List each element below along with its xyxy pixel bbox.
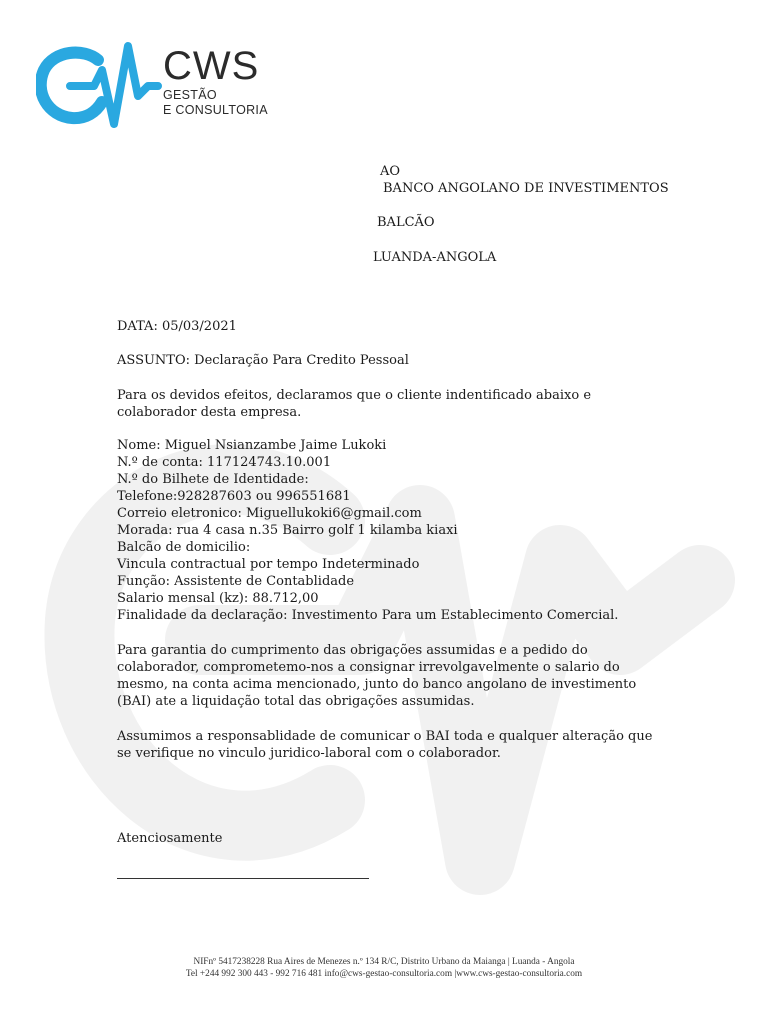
paragraph-line: (BAI) ate a liquidação total das obrigações assumidas. bbox=[117, 694, 475, 709]
intro-paragraph bbox=[117, 387, 591, 421]
letter-subject: ASSUNTO: Declaração Para Credito Pessoal bbox=[117, 353, 409, 368]
declaration-purpose: Finalidade da declaração: Investimento Para um Establecimento Comercial. bbox=[117, 608, 619, 623]
company-brand bbox=[163, 44, 268, 118]
address: Morada: rua 4 casa n.35 Bairro golf 1 kilamba kiaxi bbox=[117, 523, 458, 538]
paragraph-line: se verifique no vinculo juridico-laboral com o colaborador. bbox=[117, 746, 501, 761]
footer-line-1: NIFnº 5417238228 Rua Aires de Menezes n.º 134 R/C, Distrito Urbano da Maianga | Luanda - Angola bbox=[193, 957, 575, 967]
address-line-4: LUANDA-ANGOLA bbox=[373, 250, 497, 265]
intro-line: Para os devidos efeitos, declaramos que o cliente indentificado abaixo e bbox=[117, 388, 592, 403]
brand-name: CWS bbox=[163, 44, 260, 88]
responsibility-paragraph bbox=[117, 728, 652, 762]
closing: Atenciosamente bbox=[117, 831, 223, 846]
footer-line-2: Tel +244 992 300 443 - 992 716 481 info@cws-gestao-consultoria.com |www.cws-gestao-consultoria.com bbox=[185, 969, 583, 979]
address-line-1: AO bbox=[380, 164, 401, 179]
client-details bbox=[117, 437, 618, 624]
monthly-salary: Salario mensal (kz): 88.712,00 bbox=[117, 591, 319, 606]
account-number: N.º de conta: 117124743.10.001 bbox=[117, 455, 332, 470]
job-function: Função: Assistente de Contablidade bbox=[117, 574, 355, 589]
brand-sub-1: GESTÃO bbox=[163, 88, 217, 102]
phone: Telefone:928287603 ou 996551681 bbox=[117, 489, 351, 504]
contract-type: Vincula contractual por tempo Indeterminado bbox=[117, 557, 420, 572]
paragraph-line: mesmo, na conta acima mencionado, junto do banco angolano de investimento bbox=[117, 677, 637, 692]
address-line-3: BALCÃO bbox=[377, 215, 435, 230]
email: Correio eletronico: Miguellukoki6@gmail.com bbox=[117, 506, 422, 521]
client-name: Nome: Miguel Nsianzambe Jaime Lukoki bbox=[117, 438, 387, 453]
paragraph-line: colaborador, comprometemo-nos a consignar irrevolgavelmente o salario do bbox=[117, 660, 620, 675]
paragraph-line: Para garantia do cumprimento das obrigações assumidas e a pedido do bbox=[117, 643, 588, 658]
guarantee-paragraph bbox=[117, 642, 636, 710]
address-line-2: BANCO ANGOLANO DE INVESTIMENTOS bbox=[383, 181, 669, 196]
identity-card: N.º do Bilhete de Identidade: bbox=[117, 472, 309, 487]
intro-line: colaborador desta empresa. bbox=[117, 405, 302, 420]
signature-line bbox=[117, 878, 369, 879]
brand-sub-2: E CONSULTORIA bbox=[163, 103, 268, 117]
letter-date: DATA: 05/03/2021 bbox=[117, 319, 237, 334]
branch: Balcão de domicilio: bbox=[117, 540, 251, 555]
paragraph-line: Assumimos a responsablidade de comunicar o BAI toda e qualquer alteração que bbox=[117, 729, 653, 744]
